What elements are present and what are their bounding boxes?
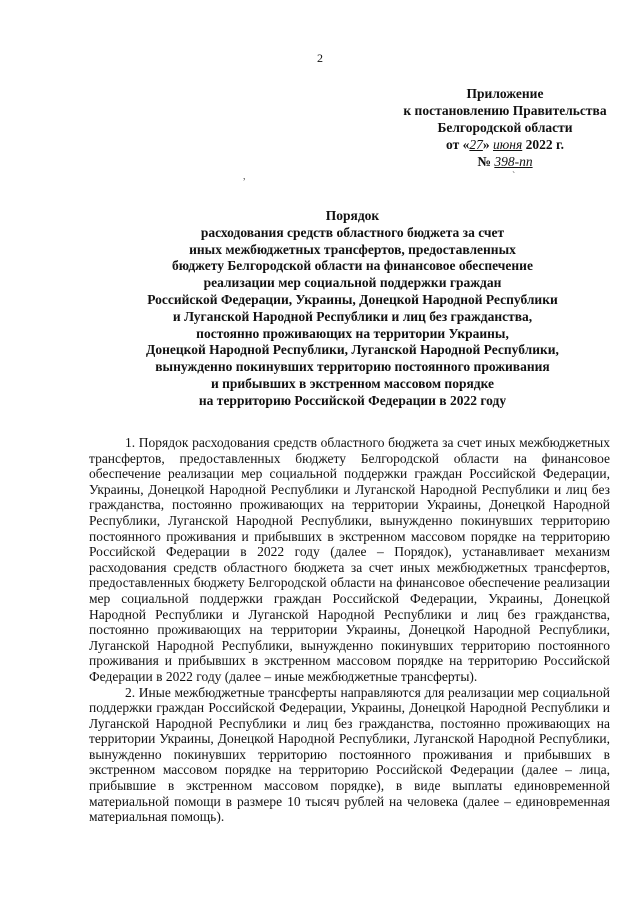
scan-mark: ` xyxy=(512,171,516,182)
document-title xyxy=(60,208,640,410)
title-line: Донецкой Народной Республики, Луганской Народной Республики, xyxy=(146,342,559,358)
appendix-number xyxy=(395,153,615,170)
title-line: и Луганской Народной Республики и лиц без гражданства, xyxy=(172,308,533,324)
number-value: 398-пп xyxy=(494,154,533,169)
appendix-line: Белгородской области xyxy=(437,120,573,135)
page-number: 2 xyxy=(317,51,323,65)
appendix-line: Приложение xyxy=(466,86,544,101)
appendix-header xyxy=(395,85,615,170)
document-body xyxy=(89,435,610,825)
title-line: Порядок xyxy=(325,208,380,223)
date-mid: » xyxy=(482,137,493,152)
title-line: расходования средств областного бюджета за счет xyxy=(200,224,505,240)
scan-mark: , xyxy=(243,171,246,182)
date-suffix: 2022 г. xyxy=(522,137,564,152)
title-line: на территорию Российской Федерации в 2022 году xyxy=(198,392,507,408)
date-month: июня xyxy=(492,137,523,152)
date-prefix: от « xyxy=(446,137,470,152)
title-line: и прибывших в экстренном массовом порядке xyxy=(210,375,495,391)
paragraph: 2. Иные межбюджетные трансферты направляются для реализации мер социальной поддержки граждан Российской Федерации, Украины, Донецкой Народной Республики и Луганской Народной Республики и лиц без гражданства, постоянно проживающих на территории Украины, Донецкой Народной Республики, Луганской Народной Республики, вынужденно покинувших территорию постоянного проживания и прибывших в экстренном массовом порядке на территорию Российской Федерации (далее – лица, прибывшие в экстренном массовом порядке), в виде выплаты единовременной материальной помощи в размере 10 тысяч рублей на человека (далее – единовременная материальная помощь). xyxy=(89,684,610,825)
date-day: 27 xyxy=(469,137,483,152)
paragraph: 1. Порядок расходования средств областного бюджета за счет иных межбюджетных трансфертов, предоставленных бюджету Белгородской области на финансовое обеспечение реализации мер социальной поддержки граждан Российской Федерации, Украины, Донецкой Народной Республики и Луганской Народной Республики и лиц без гражданства, постоянно проживающих на территории Украины, Донецкой Народной Республики, Луганской Народной Республики, вынужденно покинувших территорию постоянного проживания и прибывших в экстренном массовом порядке на территорию Российской Федерации в 2022 году (далее – Порядок), устанавливает механизм расходования средств областного бюджета за счет иных межбюджетных трансфертов, предоставленных бюджету Белгородской области на финансовое обеспечение реализации мер социальной поддержки граждан Российской Федерации, Украины, Донецкой Народной Республики и Луганской Народной Республики и лиц без гражданства, постоянно проживающих на территории Украины, Донецкой Народной Республики, Луганской Народной Республики, вынужденно покинувших территорию постоянного проживания и прибывших в экстренном массовом порядке на территорию Российской Федерации в 2022 году (далее – иные межбюджетные трансферты). xyxy=(89,435,610,684)
number-prefix: № xyxy=(477,154,495,169)
appendix-date xyxy=(395,136,615,153)
title-line: постоянно проживающих на территории Украины, xyxy=(196,325,509,341)
title-line: иных межбюджетных трансфертов, предоставленных xyxy=(189,241,516,257)
title-line: бюджету Белгородской области на финансовое обеспечение xyxy=(172,258,533,274)
title-line: Российской Федерации, Украины, Донецкой Народной Республики xyxy=(147,291,558,307)
title-line: реализации мер социальной поддержки граждан xyxy=(203,275,502,291)
appendix-line: к постановлению Правительства xyxy=(403,103,607,118)
title-line: вынужденно покинувших территорию постоянного проживания xyxy=(155,359,550,375)
